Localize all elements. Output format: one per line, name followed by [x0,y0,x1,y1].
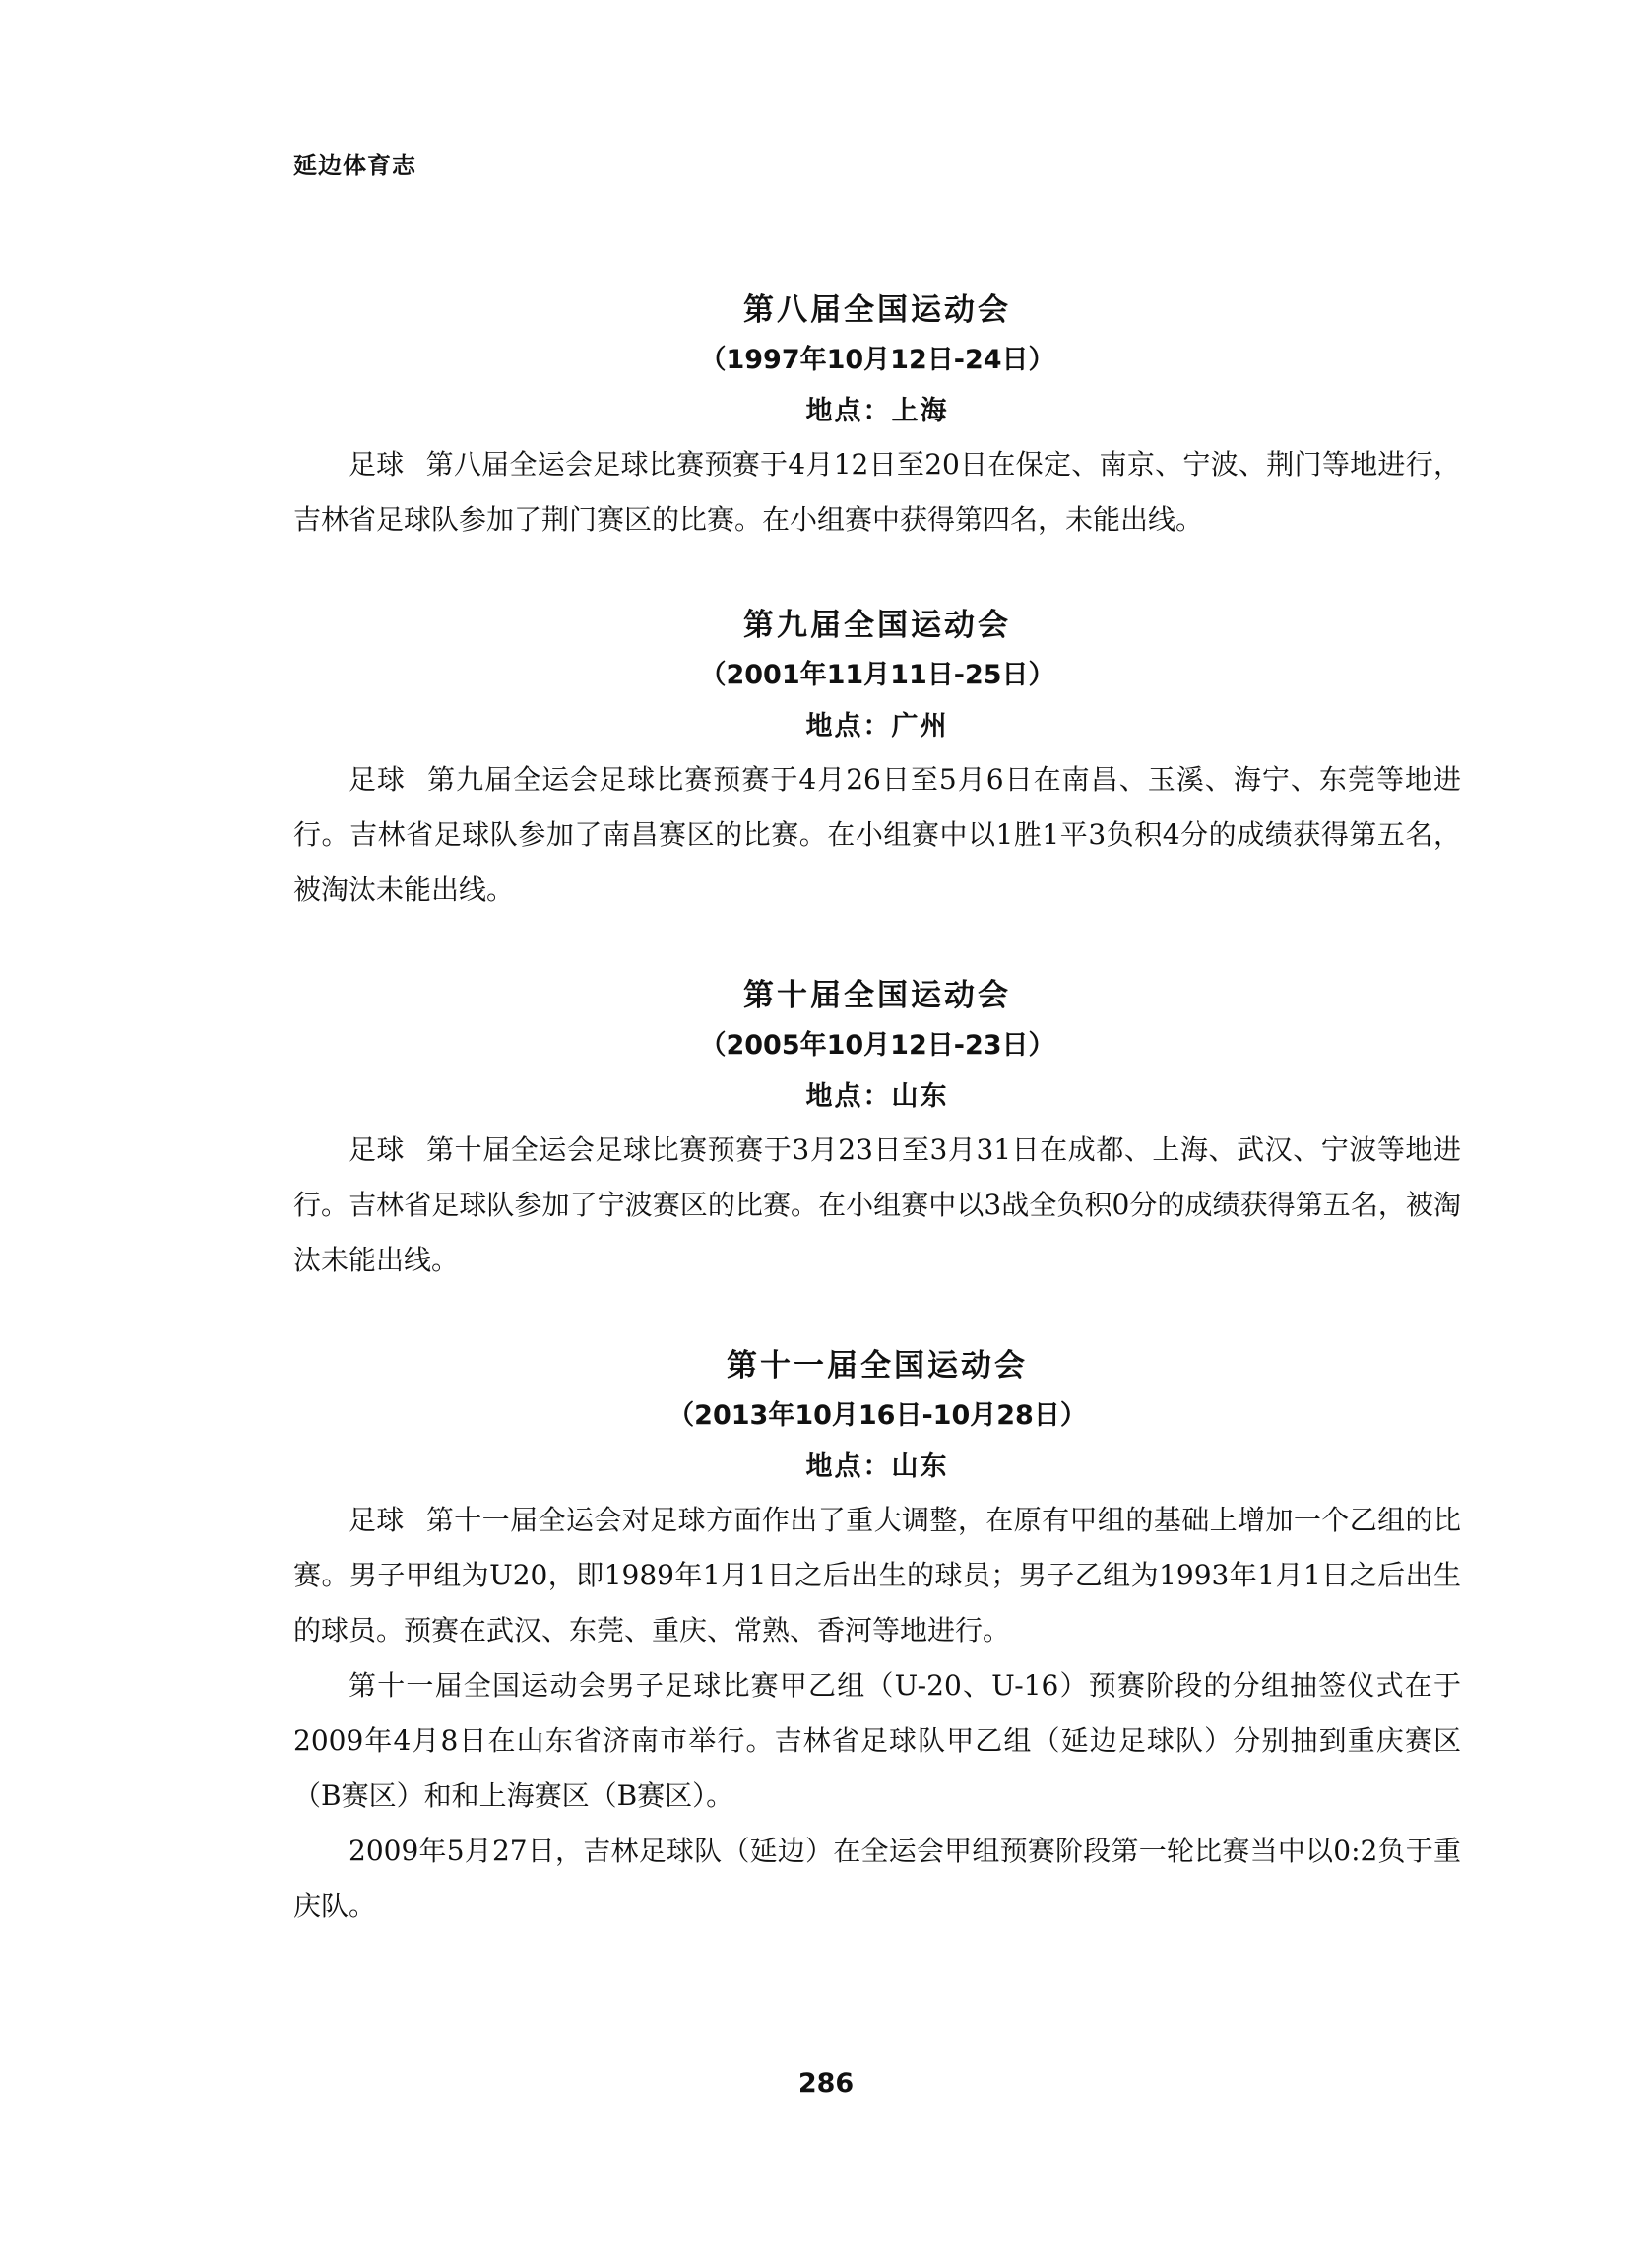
paragraph-text: 第十届全运会足球比赛预赛于3月23日至3月31日在成都、上海、武汉、宁波等地进行。吉林省足球队参加了宁波赛区的比赛。在小组赛中以3战全负积0分的成绩获得第五名，被淘汰未能出线。 [293,1133,1461,1276]
paragraph-lead: 足球 [349,448,405,481]
section-paragraph [293,752,1461,918]
section-paragraph [293,437,1461,548]
paragraph-text: 第十一届全运会对足球方面作出了重大调整，在原有甲组的基础上增加一个乙组的比赛。男子甲组为U20，即1989年1月1日之后出生的球员；男子乙组为1993年1月1日之后出生的球员。预赛在武汉、东莞、重庆、常熟、香河等地进行。 [293,1504,1461,1646]
section-place: 地点：广州 [805,711,949,742]
running-header: 延边体育志 [293,152,416,179]
section-title: 第十届全国运动会 [743,978,1011,1013]
section-paragraph [293,1658,1461,1824]
section-dates: （2013年10月16日-10月28日） [667,1400,1087,1431]
section-title: 第八届全国运动会 [743,292,1011,328]
section-title: 第九届全国运动会 [743,608,1011,643]
section-paragraph [293,1493,1461,1658]
paragraph-text: 2009年5月27日，吉林足球队（延边）在全运会甲组预赛阶段第一轮比赛当中以0:2负于重庆队。 [293,1835,1461,1922]
section-place: 地点：山东 [805,1451,949,1482]
section-9th-games [293,601,1461,918]
section-8th-games [293,286,1461,548]
paragraph-text: 第八届全运会足球比赛预赛于4月12日至20日在保定、南京、宁波、荆门等地进行，吉林省足球队参加了荆门赛区的比赛。在小组赛中获得第四名，未能出线。 [293,448,1461,536]
section-place: 地点：上海 [805,396,949,426]
paragraph-lead: 足球 [349,1133,406,1166]
section-paragraph [293,1824,1461,1934]
section-dates: （2005年10月12日-23日） [699,1030,1055,1061]
paragraph-text: 第十一届全国运动会男子足球比赛甲乙组（U-20、U-16）预赛阶段的分组抽签仪式在于2009年4月8日在山东省济南市举行。吉林省足球队甲乙组（延边足球队）分别抽到重庆赛区（B赛区）和和上海赛区（B赛区）。 [293,1669,1461,1812]
main-content [293,286,1461,1987]
page-number: 286 [797,2068,855,2098]
section-title: 第十一届全国运动会 [727,1348,1028,1384]
paragraph-lead: 足球 [349,763,407,796]
section-place: 地点：山东 [805,1081,949,1112]
section-dates: （2001年11月11日-25日） [699,660,1055,690]
section-dates: （1997年10月12日-24日） [699,345,1055,375]
section-10th-games [293,971,1461,1288]
paragraph-lead: 足球 [349,1504,405,1536]
paragraph-text: 第九届全运会足球比赛预赛于4月26日至5月6日在南昌、玉溪、海宁、东莞等地进行。吉林省足球队参加了南昌赛区的比赛。在小组赛中以1胜1平3负积4分的成绩获得第五名，被淘汰未能出线。 [293,763,1461,906]
section-paragraph [293,1123,1461,1288]
section-11th-games [293,1341,1461,1934]
